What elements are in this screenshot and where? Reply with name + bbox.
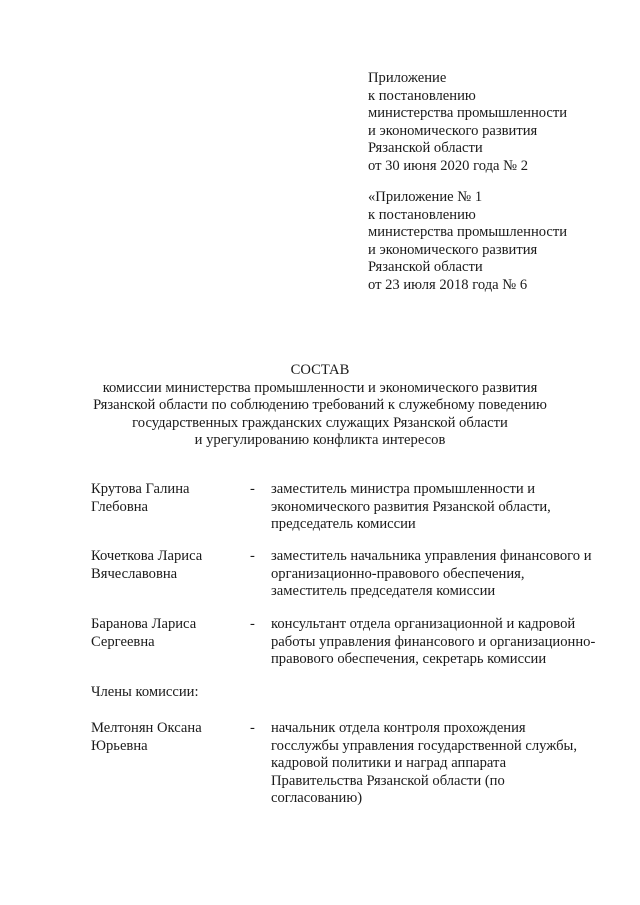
member-dash: - bbox=[250, 616, 255, 632]
appendix-line: министерства промышленности bbox=[368, 224, 568, 241]
member-name-line: Сергеевна bbox=[91, 633, 155, 650]
members-section-label: Члены комиссии: bbox=[91, 684, 199, 700]
title-line: комиссии министерства промышленности и экономического развития bbox=[102, 379, 538, 396]
member-position bbox=[271, 548, 621, 601]
title-heading: СОСТАВ bbox=[290, 362, 350, 378]
member-dash: - bbox=[250, 548, 255, 564]
member-dash: - bbox=[250, 481, 255, 497]
member-position bbox=[271, 616, 621, 669]
member-name bbox=[91, 720, 241, 755]
appendix-line: к постановлению bbox=[368, 87, 476, 104]
member-name bbox=[91, 481, 241, 516]
appendix-line: от 23 июля 2018 года № 6 bbox=[368, 276, 528, 293]
member-position-line: заместитель председателя комиссии bbox=[271, 583, 496, 600]
title-line: государственных гражданских служащих Рязанской области bbox=[132, 414, 508, 431]
member-name bbox=[91, 548, 241, 583]
member-name-line: Кочеткова Лариса bbox=[91, 548, 203, 564]
member-position-line: организационно-правового обеспечения, bbox=[271, 565, 525, 582]
member-position-line: консультант отдела организационной и кадровой bbox=[271, 616, 576, 632]
member-dash: - bbox=[250, 720, 255, 736]
member-position-line: правового обеспечения, секретарь комиссии bbox=[271, 651, 547, 668]
member-name-line: Юрьевна bbox=[91, 737, 148, 754]
member-position bbox=[271, 720, 621, 808]
title-line: Рязанской области по соблюдению требований к служебному поведению bbox=[93, 397, 547, 414]
appendix-line: Приложение bbox=[368, 70, 447, 86]
member-position-line: председатель комиссии bbox=[271, 516, 416, 533]
document-title bbox=[60, 362, 580, 450]
member-position-line: госслужбы управления государственной службы, bbox=[271, 737, 578, 754]
member-position-line: согласованию) bbox=[271, 790, 363, 807]
member-position-line: работы управления финансового и организационно- bbox=[271, 633, 596, 650]
appendix-line: Рязанской области bbox=[368, 259, 483, 276]
appendix-line: министерства промышленности bbox=[368, 105, 568, 122]
appendix-line: от 30 июня 2020 года № 2 bbox=[368, 157, 529, 174]
appendix-header bbox=[368, 70, 618, 176]
appendix-line: и экономического развития bbox=[368, 241, 538, 258]
member-position-line: Правительства Рязанской области (по bbox=[271, 772, 505, 789]
appendix-original-header bbox=[368, 189, 618, 295]
member-position-line: экономического развития Рязанской области, bbox=[271, 498, 551, 515]
member-name-line: Мелтонян Оксана bbox=[91, 720, 202, 736]
appendix-line: Рязанской области bbox=[368, 140, 483, 157]
member-position bbox=[271, 481, 621, 534]
member-position-line: кадровой политики и наград аппарата bbox=[271, 755, 507, 772]
appendix-line: и экономического развития bbox=[368, 122, 538, 139]
member-position-line: заместитель начальника управления финансового и bbox=[271, 548, 592, 564]
member-position-line: заместитель министра промышленности и bbox=[271, 481, 536, 497]
member-name-line: Крутова Галина bbox=[91, 481, 190, 497]
member-name-line: Баранова Лариса bbox=[91, 616, 197, 632]
member-name-line: Вячеславовна bbox=[91, 565, 178, 582]
appendix-line: к постановлению bbox=[368, 206, 476, 223]
member-name bbox=[91, 616, 241, 651]
appendix-line: «Приложение № 1 bbox=[368, 189, 483, 205]
title-line: и урегулированию конфликта интересов bbox=[194, 432, 446, 449]
member-name-line: Глебовна bbox=[91, 498, 148, 515]
member-position-line: начальник отдела контроля прохождения bbox=[271, 720, 526, 736]
